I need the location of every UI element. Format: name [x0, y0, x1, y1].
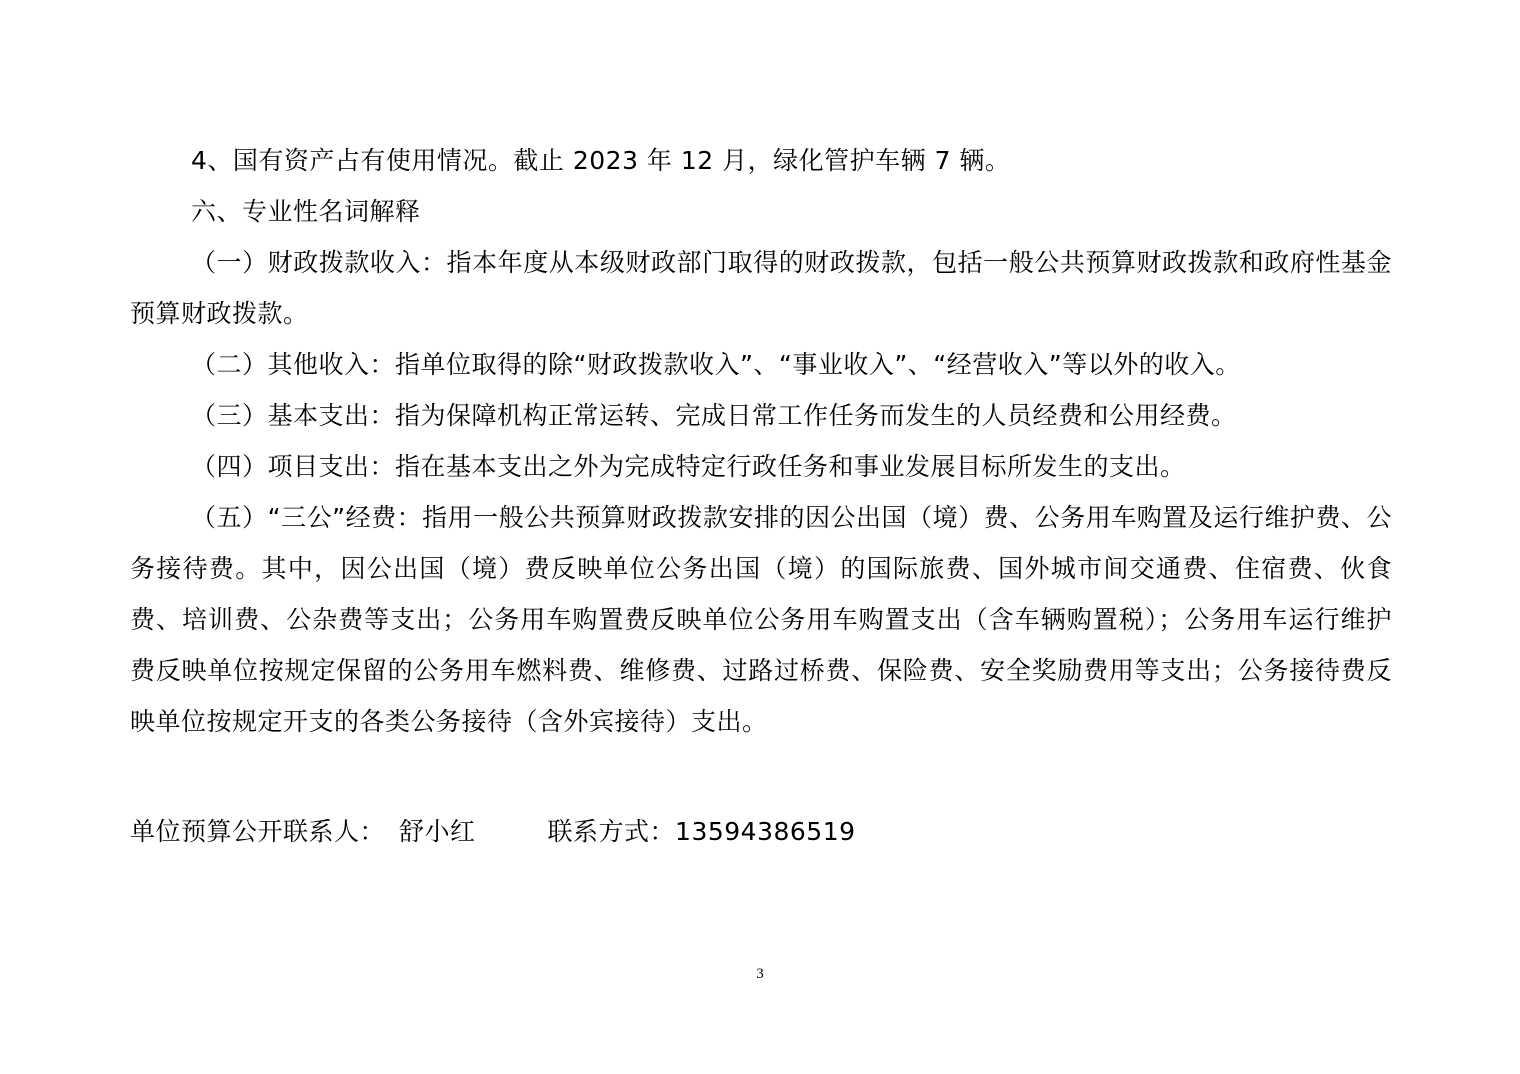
paragraph-fiscal-appropriation-income: （一）财政拨款收入：指本年度从本级财政部门取得的财政拨款，包括一般公共预算财政拨款和政府性基金预算财政拨款。	[130, 248, 1392, 328]
contact-person-name: 舒小红	[399, 817, 476, 846]
paragraph-state-assets: 4、国有资产占有使用情况。截止 2023 年 12 月，绿化管护车辆 7 辆。	[191, 146, 1011, 175]
paragraph-project-expenditure: （四）项目支出：指在基本支出之外为完成特定行政任务和事业发展目标所发生的支出。	[191, 452, 1186, 481]
document-body	[130, 135, 1392, 747]
page-number: 3	[756, 966, 764, 982]
contact-method-label: 联系方式：	[547, 817, 676, 846]
contact-line	[130, 806, 856, 857]
paragraph-other-income: （二）其他收入：指单位取得的除“财政拨款收入”、“事业收入”、“经营收入”等以外的收入。	[191, 350, 1241, 379]
paragraph-basic-expenditure: （三）基本支出：指为保障机构正常运转、完成日常工作任务而发生的人员经费和公用经费。	[191, 401, 1237, 430]
section-heading-terms: 六、专业性名词解释	[191, 197, 421, 226]
contact-phone: 13594386519	[675, 817, 856, 846]
paragraph-three-public-expenses: （五）“三公”经费：指用一般公共预算财政拨款安排的因公出国（境）费、公务用车购置及运行维护费、公务接待费。其中，因公出国（境）费反映单位公务出国（境）的国际旅费、国外城市间交通费、住宿费、伙食费、培训费、公杂费等支出；公务用车购置费反映单位公务用车购置支出（含车辆购置税）；公务用车运行维护费反映单位按规定保留的公务用车燃料费、维修费、过路过桥费、保险费、安全奖励费用等支出；公务接待费反映单位按规定开支的各类公务接待（含外宾接待）支出。	[130, 503, 1392, 736]
contact-person-label: 单位预算公开联系人：	[130, 817, 386, 846]
